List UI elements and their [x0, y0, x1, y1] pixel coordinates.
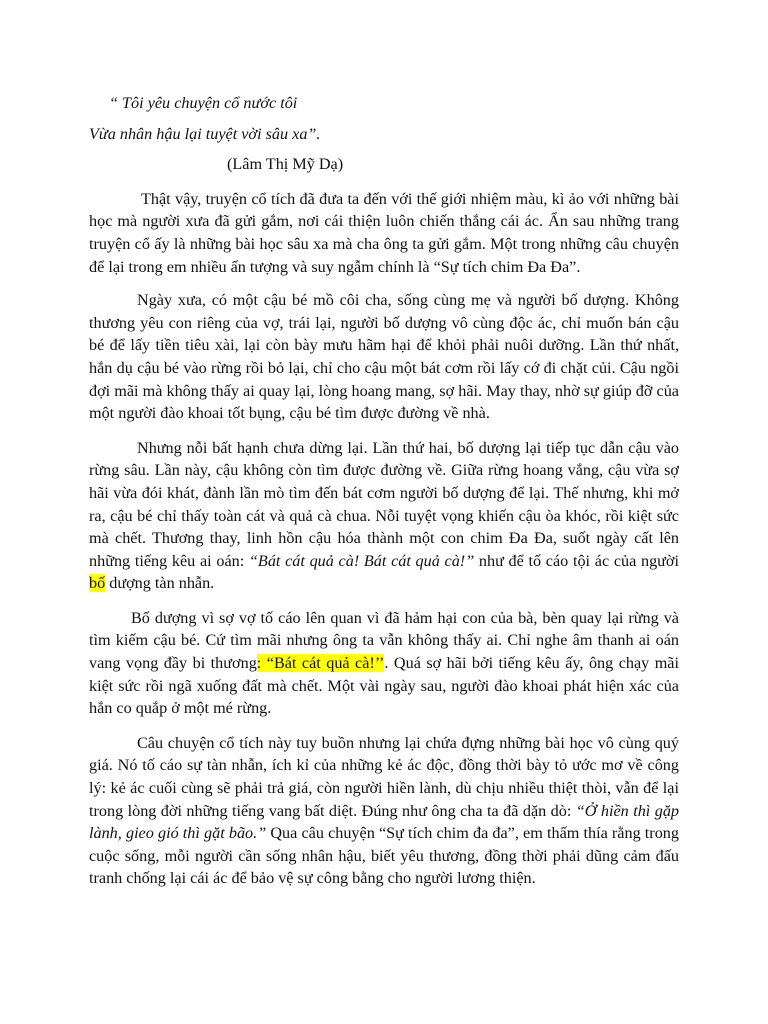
quote-author: (Lâm Thị Mỹ Dạ): [227, 155, 344, 174]
paragraph-4: [89, 607, 679, 720]
paragraph-3-italic-quote: “Bát cát quả cà! Bát cát quả cà!”: [248, 551, 475, 570]
paragraph-3-text-a: Nhưng nỗi bất hạnh chưa dừng lại. Lần thứ hai, bố dượng lại tiếp tục dẫn cậu vào rừng sâu. Lần này, cậu không còn tìm được đường về. Giữa rừng hoang vắng, cậu vừa sợ hãi vừa đói khát, đành lần mò tìm đến bát cơm người bố dượng để lại. Thế nhưng, khi mở ra, cậu bé chỉ thấy toàn cát và quả cà chua. Nỗi tuyệt vọng khiến cậu òa khóc, rồi kiệt sức mà chết. Thương thay, linh hồn cậu hóa thành một con chim Đa Đa, suốt ngày cất lên những tiếng kêu ai oán:: [89, 438, 679, 570]
paragraph-5-text-a: Câu chuyện cổ tích này tuy buồn nhưng lại chứa đựng những bài học vô cùng quý giá. Nó tố cáo sự tàn nhẫn, ích kỉ của những kẻ ác độc, đồng thời bày tỏ ước mơ về công lý: kẻ ác cuối cùng sẽ phải trả giá, còn người hiền lành, dù chịu nhiều thiệt thòi, vẫn để lại trong lòng đời những tiếng vang bất diệt. Đúng như ông cha ta đã dặn dò:: [89, 733, 679, 820]
paragraph-4-text-b: . Quá sợ hãi bởi tiếng kêu ấy, ông chạy mãi kiệt sức rồi ngã xuống đất mà chết. Một vài ngày sau, người đào khoai phát hiện xác của hắn co quắp ở một mé rừng.: [89, 654, 679, 718]
paragraph-1: Thật vậy, truyện cổ tích đã đưa ta đến với thế giới nhiệm màu, kì ảo với những bài học mà người xưa đã gửi gắm, nơi cái thiện luôn chiến thắng cái ác. Ẩn sau những trang truyện cổ ấy là những bài học sâu xa mà cha ông ta gửi gắm. Một trong những câu chuyện để lại trong em nhiều ấn tượng và suy ngẫm chính là “Sự tích chim Đa Đa”.: [89, 189, 679, 276]
paragraph-5: [89, 732, 679, 890]
paragraph-3-text-b: như để tố cáo tội ác của người: [474, 551, 679, 570]
paragraph-3-text-c: dượng tàn nhẫn.: [105, 574, 215, 593]
paragraph-3: [89, 437, 679, 595]
paragraph-2: Ngày xưa, có một cậu bé mồ côi cha, sống cùng mẹ và người bố dượng. Không thương yêu con riêng của vợ, trái lại, người bố dượng vô cùng độc ác, chỉ muốn bán cậu bé để lấy tiền tiêu xài, lại còn bày mưu hãm hại để khỏi phải nuôi dưỡng. Lần thứ nhất, hắn dụ cậu bé vào rừng rồi bỏ lại, chỉ cho cậu một bát cơm rồi lấy cớ đi chặt củi. Cậu ngồi đợi mãi mà không thấy ai quay lại, lòng hoang mang, sợ hãi. May thay, nhờ sự giúp đỡ của một người đào khoai tốt bụng, cậu bé tìm được đường về nhà.: [89, 291, 679, 423]
paragraph-5-text-b: Qua câu chuyện “Sự tích chim đa đa”, em thấm thía rằng trong cuộc sống, mỗi người cần sống nhân hậu, biết yêu thương, đồng thời phải dũng cảm đấu tranh chống lại cái ác để bảo vệ sự công bằng cho người lương thiện.: [89, 824, 679, 888]
quote-line-1: “ Tôi yêu chuyện cổ nước tôi: [109, 94, 298, 112]
quote-line-2: Vừa nhân hậu lại tuyệt vời sâu xa”.: [89, 124, 321, 143]
paragraph-4-highlight: : “Bát cát quả cà!’’: [256, 654, 385, 673]
paragraph-4-text-a: Bố dượng vì sợ vợ tố cáo lên quan vì đã hảm hại con của bà, bèn quay lại rừng và tìm kiếm cậu bé. Cứ tìm mãi nhưng ông ta vẫn không thấy ai. Chỉ nghe âm thanh ai oán vang vọng đầy bi thương: [89, 608, 679, 673]
paragraph-5-italic-proverb: “Ở hiền thì gặp lành, gieo gió thì gặt bão.”: [89, 801, 680, 843]
paragraph-3-highlight: bố: [89, 574, 106, 593]
